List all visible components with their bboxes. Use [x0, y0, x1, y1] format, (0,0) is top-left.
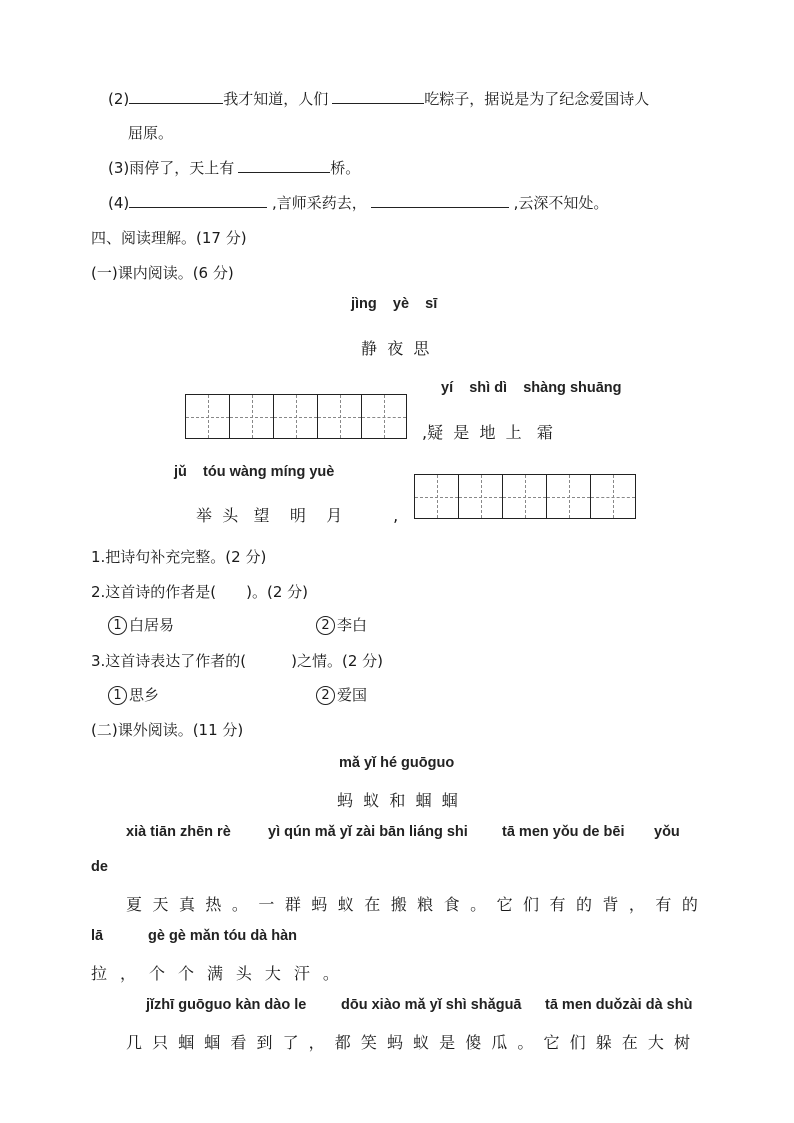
hanzi: 蚁	[363, 791, 380, 810]
hanzi: 群	[284, 895, 301, 914]
hanzi: 蝈	[415, 791, 432, 810]
hanzi: 躲	[595, 1033, 612, 1052]
hanzi: 天	[152, 895, 169, 914]
question-2: 2.这首诗的作者是( )。(2 分)	[91, 583, 309, 601]
hanzi: 瓜	[491, 1033, 508, 1052]
hanzi: 只	[152, 1033, 169, 1052]
option-label: 爱国	[337, 686, 368, 704]
q2-option-1[interactable]	[108, 614, 174, 635]
q2-blank-2[interactable]	[332, 89, 424, 104]
q4-blank-2[interactable]	[371, 193, 509, 208]
hanzi: 它	[543, 1033, 560, 1052]
hanzi: 大	[264, 964, 281, 983]
hanzi: ，	[628, 895, 645, 914]
q4-text-a: ,言师采药去，	[272, 194, 367, 212]
hanzi: 热	[205, 895, 222, 914]
hanzi: 几	[126, 1033, 143, 1052]
hanzi: 们	[523, 895, 540, 914]
pinyin: tóu wàng míng yuè	[203, 464, 335, 480]
grid-cell[interactable]	[547, 475, 591, 518]
pinyin: yí	[441, 380, 454, 396]
hanzi: 和	[389, 791, 406, 810]
section-title: 四、阅读理解。(17 分)	[91, 229, 247, 247]
q3-blank[interactable]	[238, 158, 330, 173]
q4-text-b: ,云深不知处。	[513, 194, 609, 212]
hanzi: 都	[334, 1033, 351, 1052]
fill-q2-line	[108, 88, 649, 109]
hanzi: 头	[222, 506, 239, 525]
hanzi: 望	[253, 506, 270, 525]
q2-text-b: 吃粽子，据说是为了纪念爱国诗人	[424, 90, 650, 108]
paragraph-2	[91, 961, 339, 984]
circled-number-icon: 1	[108, 616, 127, 635]
pinyin: jìng	[351, 296, 377, 312]
q4-number: (4)	[108, 194, 130, 212]
hanzi: 地	[479, 423, 496, 442]
pinyin: jǔ	[174, 464, 187, 480]
q2-option-2[interactable]	[316, 614, 367, 635]
hanzi: 们	[569, 1033, 586, 1052]
paragraph-3	[126, 1030, 690, 1053]
hanzi: 。	[517, 1033, 534, 1052]
pinyin: yè	[392, 296, 410, 312]
grid-cell[interactable]	[591, 475, 635, 518]
pinyin: sī	[425, 296, 438, 312]
poem-line2-pinyin	[441, 380, 622, 396]
hanzi: 真	[178, 895, 195, 914]
hanzi: 夜	[387, 339, 404, 358]
q4-blank-1[interactable]	[129, 193, 267, 208]
hanzi: 有	[549, 895, 566, 914]
hanzi: 夏	[126, 895, 143, 914]
hanzi: 满	[206, 964, 223, 983]
hanzi: 月	[326, 506, 343, 525]
hanzi: 上	[505, 423, 522, 442]
hanzi: 的	[575, 895, 592, 914]
grid-cell[interactable]	[274, 395, 318, 438]
fill-q4-line	[108, 192, 608, 213]
writing-grid-line4[interactable]	[414, 474, 636, 519]
p1-pinyin-seg1: xià tiān zhēn rè	[126, 824, 231, 840]
q2-blank-1[interactable]	[129, 89, 223, 104]
grid-cell[interactable]	[415, 475, 459, 518]
p3-pinyin-seg2: dōu xiào mǎ yǐ shì shǎguā	[341, 997, 522, 1013]
hanzi: 它	[496, 895, 513, 914]
p1-pinyin-seg3: tā men yǒu de bēi	[502, 824, 625, 840]
p1-pinyin-seg2: yì qún mǎ yǐ zài bān liáng shi	[268, 824, 468, 840]
grid-cell[interactable]	[503, 475, 547, 518]
hanzi: 举	[196, 506, 213, 525]
hanzi: 头	[235, 964, 252, 983]
p1-pinyin-wrap: de	[91, 859, 108, 875]
hanzi: 是	[439, 1033, 456, 1052]
question-1: 1.把诗句补充完整。(2 分)	[91, 548, 267, 566]
q3-text-b: 桥。	[330, 159, 361, 177]
story-title	[337, 788, 458, 811]
option-label: 白居易	[129, 616, 175, 634]
hanzi: 蝈	[441, 791, 458, 810]
fill-q3-line	[108, 157, 360, 178]
hanzi: 个	[148, 964, 165, 983]
hanzi: ，	[308, 1033, 325, 1052]
hanzi: 蚁	[337, 895, 354, 914]
hanzi: 傻	[465, 1033, 482, 1052]
hanzi: 粮	[417, 895, 434, 914]
hanzi: 在	[621, 1033, 638, 1052]
hanzi: 个	[177, 964, 194, 983]
hanzi: 食	[443, 895, 460, 914]
hanzi: 蚂	[311, 895, 328, 914]
pinyin: shàng shuāng	[523, 380, 622, 396]
hanzi: 搬	[390, 895, 407, 914]
p2-pinyin-seg1: lā	[91, 928, 104, 944]
story-title-pinyin: mǎ yǐ hé guōguo	[339, 755, 455, 771]
q3-option-2[interactable]	[316, 684, 367, 705]
grid-cell[interactable]	[230, 395, 274, 438]
hanzi: 有	[655, 895, 672, 914]
poem-title-pinyin	[351, 296, 437, 312]
part1-title: (一)课内阅读。(6 分)	[91, 264, 234, 282]
circled-number-icon: 1	[108, 686, 127, 705]
hanzi: 思	[413, 339, 430, 358]
hanzi: 到	[256, 1033, 273, 1052]
hanzi: 树	[673, 1033, 690, 1052]
hanzi: 了	[282, 1033, 299, 1052]
circled-number-icon: 2	[316, 686, 335, 705]
hanzi: 蚂	[337, 791, 354, 810]
writing-grid-line1[interactable]	[185, 394, 407, 439]
hanzi: ，	[119, 964, 136, 983]
poem-title	[361, 336, 429, 359]
p1-pinyin-seg4: yǒu	[654, 824, 680, 840]
pinyin: shì dì	[469, 380, 508, 396]
hanzi: 是	[453, 423, 470, 442]
hanzi: 看	[230, 1033, 247, 1052]
part2-title: (二)课外阅读。(11 分)	[91, 721, 244, 739]
q3-text-a: 雨停了，天上有	[129, 159, 235, 177]
hanzi: 。	[322, 964, 339, 983]
hanzi: 蚂	[386, 1033, 403, 1052]
hanzi: 蝈	[204, 1033, 221, 1052]
grid-cell[interactable]	[459, 475, 503, 518]
q2-number: (2)	[108, 90, 130, 108]
p2-pinyin-seg2: gè gè mǎn tóu dà hàn	[148, 928, 298, 944]
hanzi: 的	[681, 895, 698, 914]
hanzi: 在	[364, 895, 381, 914]
grid-cell[interactable]	[362, 395, 406, 438]
p3-pinyin-seg1: jǐzhī guōguo kàn dào le	[146, 997, 307, 1013]
hanzi: 霜	[536, 423, 553, 442]
hanzi: 蝈	[178, 1033, 195, 1052]
hanzi: 汗	[293, 964, 310, 983]
poem-line3	[196, 503, 398, 526]
hanzi: ,疑	[422, 423, 444, 442]
paragraph-1	[126, 892, 698, 915]
hanzi: ,	[393, 506, 399, 525]
hanzi: 拉	[91, 964, 108, 983]
circled-number-icon: 2	[316, 616, 335, 635]
grid-cell[interactable]	[186, 395, 230, 438]
hanzi: 笑	[360, 1033, 377, 1052]
hanzi: 蚁	[413, 1033, 430, 1052]
p3-pinyin-seg3: tā men duǒzài dà shù	[545, 997, 693, 1013]
option-label: 李白	[337, 616, 368, 634]
q3-number: (3)	[108, 159, 130, 177]
q2-continuation: 屈原。	[128, 124, 174, 142]
option-label: 思乡	[129, 686, 160, 704]
poem-line3-pinyin	[174, 464, 334, 480]
hanzi: 。	[470, 895, 487, 914]
hanzi: 背	[602, 895, 619, 914]
hanzi: 明	[289, 506, 306, 525]
hanzi: 。	[231, 895, 248, 914]
question-3: 3.这首诗表达了作者的( )之情。(2 分)	[91, 652, 384, 670]
hanzi: 一	[258, 895, 275, 914]
q2-text-a: 我才知道，人们	[223, 90, 329, 108]
q3-option-1[interactable]	[108, 684, 159, 705]
grid-cell[interactable]	[318, 395, 362, 438]
poem-line2	[422, 420, 553, 443]
hanzi: 大	[647, 1033, 664, 1052]
hanzi: 静	[361, 339, 378, 358]
